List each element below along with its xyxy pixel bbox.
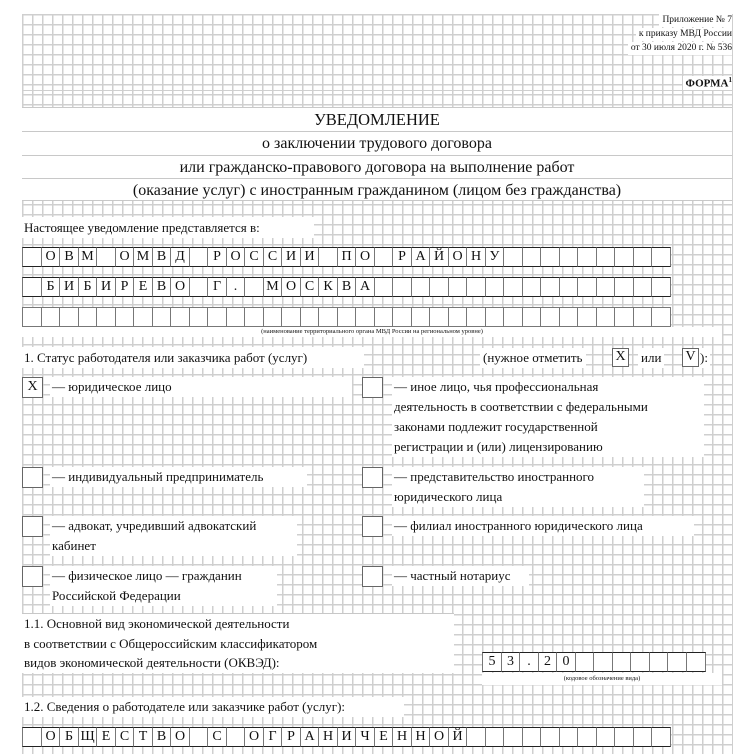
- char-cell[interactable]: С: [263, 247, 283, 267]
- char-cell[interactable]: Щ: [78, 727, 98, 747]
- char-cell[interactable]: [651, 277, 671, 297]
- char-cell[interactable]: Г: [207, 277, 227, 297]
- checkbox-individual-entrepreneur[interactable]: [22, 467, 43, 488]
- option-line: деятельность в соответствии с федеральными: [394, 399, 648, 414]
- char-cell[interactable]: Б: [78, 277, 98, 297]
- char-cell[interactable]: И: [337, 727, 357, 747]
- char-cell[interactable]: Ч: [355, 727, 375, 747]
- char-cell[interactable]: 5: [482, 652, 502, 672]
- divider: [22, 90, 732, 91]
- title-line-3: или гражданско-правового договора на выполнение работ: [22, 155, 732, 178]
- char-cell[interactable]: [392, 277, 412, 297]
- hint-mark-x: X: [612, 348, 629, 367]
- option-line: кабинет: [52, 538, 96, 553]
- char-cell[interactable]: [633, 247, 653, 267]
- char-cell[interactable]: 0: [556, 652, 576, 672]
- char-cell[interactable]: [244, 277, 264, 297]
- char-cell[interactable]: .: [519, 652, 539, 672]
- char-cell[interactable]: [614, 247, 634, 267]
- char-cell[interactable]: [189, 727, 209, 747]
- char-cell[interactable]: [651, 307, 671, 327]
- option-line: регистрации и (или) лицензированию: [394, 439, 603, 454]
- char-cell[interactable]: Р: [281, 727, 301, 747]
- char-cell[interactable]: [374, 277, 394, 297]
- char-cell[interactable]: [318, 307, 338, 327]
- char-cell[interactable]: [411, 277, 431, 297]
- char-cell[interactable]: [78, 307, 98, 327]
- option-line: — индивидуальный предприниматель: [52, 469, 264, 484]
- char-cell[interactable]: [559, 247, 579, 267]
- option-foreign-representation: [392, 467, 644, 507]
- title-line-1: УВЕДОМЛЕНИЕ: [22, 107, 732, 131]
- option-line: — филиал иностранного юридического лица: [394, 518, 643, 533]
- option-line: Российской Федерации: [52, 588, 181, 603]
- char-cell[interactable]: Б: [41, 277, 61, 297]
- char-cell[interactable]: [633, 307, 653, 327]
- checkbox-lawyer[interactable]: [22, 516, 43, 537]
- char-cell[interactable]: [96, 247, 116, 267]
- option-individual-citizen: [50, 566, 277, 606]
- checkbox-foreign-representation[interactable]: [362, 467, 383, 488]
- char-cell[interactable]: [633, 727, 653, 747]
- char-cell[interactable]: [22, 307, 42, 327]
- char-cell[interactable]: [577, 727, 597, 747]
- option-legal-entity: [50, 377, 352, 397]
- char-cell[interactable]: И: [300, 247, 320, 267]
- checkbox-legal-entity[interactable]: X: [22, 377, 43, 398]
- char-cell[interactable]: [41, 307, 61, 327]
- char-cell[interactable]: Й: [429, 247, 449, 267]
- char-cell[interactable]: Д: [170, 247, 190, 267]
- char-cell[interactable]: С: [115, 727, 135, 747]
- char-cell[interactable]: О: [41, 247, 61, 267]
- char-cell[interactable]: [596, 277, 616, 297]
- char-cell[interactable]: Н: [392, 727, 412, 747]
- checkbox-foreign-branch[interactable]: [362, 516, 383, 537]
- char-cell[interactable]: [522, 247, 542, 267]
- char-cell[interactable]: [593, 652, 613, 672]
- okved-code-field[interactable]: [482, 652, 706, 672]
- section1-1-line: в соответствии с Общероссийским классификатором: [24, 635, 318, 651]
- char-cell[interactable]: [630, 652, 650, 672]
- checkbox-private-notary[interactable]: [362, 566, 383, 587]
- section1-2-heading: 1.2. Сведения о работодателе или заказчике работ (услуг):: [22, 697, 404, 717]
- char-cell[interactable]: [485, 727, 505, 747]
- char-cell[interactable]: Г: [263, 727, 283, 747]
- char-cell[interactable]: [651, 727, 671, 747]
- char-cell[interactable]: И: [281, 247, 301, 267]
- char-cell[interactable]: [596, 727, 616, 747]
- option-private-notary: [392, 566, 529, 586]
- char-cell[interactable]: В: [152, 277, 172, 297]
- char-cell[interactable]: Е: [374, 727, 394, 747]
- char-cell[interactable]: [577, 277, 597, 297]
- char-cell[interactable]: [503, 727, 523, 747]
- char-cell[interactable]: [281, 307, 301, 327]
- char-cell[interactable]: Р: [207, 247, 227, 267]
- char-cell[interactable]: О: [429, 727, 449, 747]
- char-cell[interactable]: [133, 307, 153, 327]
- checkbox-individual-citizen[interactable]: [22, 566, 43, 587]
- char-cell[interactable]: [355, 307, 375, 327]
- recipient-caption: (наименование территориального органа МВД России на региональном уровне): [22, 327, 722, 337]
- char-cell[interactable]: [115, 307, 135, 327]
- char-cell[interactable]: [559, 277, 579, 297]
- char-cell[interactable]: [429, 307, 449, 327]
- char-cell[interactable]: Р: [115, 277, 135, 297]
- char-cell[interactable]: [374, 307, 394, 327]
- char-cell[interactable]: Т: [133, 727, 153, 747]
- form-label: [683, 76, 732, 90]
- char-cell[interactable]: 3: [501, 652, 521, 672]
- char-cell[interactable]: [466, 307, 486, 327]
- char-cell[interactable]: [686, 652, 706, 672]
- char-cell[interactable]: [559, 727, 579, 747]
- char-cell[interactable]: [503, 307, 523, 327]
- char-cell[interactable]: [540, 727, 560, 747]
- char-cell[interactable]: [485, 277, 505, 297]
- char-cell[interactable]: [651, 247, 671, 267]
- employer-name-row-1[interactable]: [22, 727, 671, 747]
- char-cell[interactable]: [614, 277, 634, 297]
- hint-prefix: (нужное отметить: [480, 348, 586, 368]
- char-cell[interactable]: [22, 727, 42, 747]
- char-cell[interactable]: Н: [411, 727, 431, 747]
- option-line: законами подлежит государственной: [394, 419, 598, 434]
- option-line: — юридическое лицо: [52, 379, 172, 394]
- char-cell[interactable]: М: [78, 247, 98, 267]
- char-cell[interactable]: [429, 277, 449, 297]
- appendix-line-3: от 30 июля 2020 г. № 536: [628, 42, 732, 55]
- option-individual-entrepreneur: [50, 467, 307, 487]
- char-cell[interactable]: С: [207, 727, 227, 747]
- form-label-text: ФОРМА: [685, 77, 729, 90]
- option-line: — иное лицо, чья профессиональная: [394, 379, 599, 394]
- char-cell[interactable]: О: [41, 727, 61, 747]
- char-cell[interactable]: [540, 277, 560, 297]
- char-cell[interactable]: [189, 277, 209, 297]
- char-cell[interactable]: [448, 307, 468, 327]
- char-cell[interactable]: О: [226, 247, 246, 267]
- recipient-row-3[interactable]: [22, 307, 671, 327]
- char-cell[interactable]: [411, 307, 431, 327]
- char-cell[interactable]: П: [337, 247, 357, 267]
- char-cell[interactable]: Н: [318, 727, 338, 747]
- char-cell[interactable]: М: [263, 277, 283, 297]
- char-cell[interactable]: Н: [466, 247, 486, 267]
- char-cell[interactable]: О: [355, 247, 375, 267]
- section1-1-text: [22, 613, 454, 673]
- char-cell[interactable]: К: [318, 277, 338, 297]
- appendix-line-2: к приказу МВД России: [636, 28, 732, 41]
- char-cell[interactable]: [596, 247, 616, 267]
- char-cell[interactable]: О: [170, 277, 190, 297]
- char-cell[interactable]: [300, 307, 320, 327]
- char-cell[interactable]: Р: [392, 247, 412, 267]
- char-cell[interactable]: С: [244, 247, 264, 267]
- option-other-person: [392, 377, 704, 457]
- char-cell[interactable]: [614, 727, 634, 747]
- char-cell[interactable]: В: [152, 727, 172, 747]
- char-cell[interactable]: [189, 307, 209, 327]
- char-cell[interactable]: [263, 307, 283, 327]
- form-footnote: 1: [728, 76, 732, 84]
- char-cell[interactable]: [522, 307, 542, 327]
- hint-mark-v: V: [682, 348, 699, 367]
- char-cell[interactable]: Е: [133, 277, 153, 297]
- char-cell[interactable]: [559, 307, 579, 327]
- hint-suffix: ):: [699, 348, 710, 368]
- option-line: — адвокат, учредивший адвокатский: [52, 518, 257, 533]
- char-cell[interactable]: В: [59, 247, 79, 267]
- char-cell[interactable]: О: [115, 247, 135, 267]
- section1-heading: 1. Статус работодателя или заказчика работ (услуг): [22, 347, 364, 368]
- char-cell[interactable]: [612, 652, 632, 672]
- char-cell[interactable]: [226, 727, 246, 747]
- char-cell[interactable]: [207, 307, 227, 327]
- option-line: — представительство иностранного: [394, 469, 595, 484]
- char-cell[interactable]: А: [300, 727, 320, 747]
- option-foreign-branch: [392, 516, 694, 536]
- char-cell[interactable]: У: [485, 247, 505, 267]
- char-cell[interactable]: С: [300, 277, 320, 297]
- char-cell[interactable]: [667, 652, 687, 672]
- char-cell[interactable]: [170, 307, 190, 327]
- option-line: — физическое лицо — гражданин: [52, 568, 242, 583]
- char-cell[interactable]: И: [59, 277, 79, 297]
- char-cell[interactable]: [649, 652, 669, 672]
- char-cell[interactable]: [503, 277, 523, 297]
- char-cell[interactable]: [374, 247, 394, 267]
- title-line-2: о заключении трудового договора: [22, 131, 732, 155]
- char-cell[interactable]: В: [152, 247, 172, 267]
- section1-1-line: 1.1. Основной вид экономической деятельности: [24, 616, 290, 631]
- char-cell[interactable]: [633, 277, 653, 297]
- char-cell[interactable]: [540, 307, 560, 327]
- char-cell[interactable]: И: [96, 277, 116, 297]
- char-cell[interactable]: [540, 247, 560, 267]
- char-cell[interactable]: [337, 307, 357, 327]
- char-cell[interactable]: [244, 307, 264, 327]
- option-lawyer: [50, 516, 297, 556]
- char-cell[interactable]: [448, 277, 468, 297]
- recipient-row-1[interactable]: [22, 247, 671, 267]
- option-line: — частный нотариус: [394, 568, 511, 583]
- char-cell[interactable]: Й: [448, 727, 468, 747]
- char-cell[interactable]: .: [226, 277, 246, 297]
- char-cell[interactable]: В: [337, 277, 357, 297]
- char-cell[interactable]: [522, 277, 542, 297]
- char-cell[interactable]: М: [133, 247, 153, 267]
- checkbox-other-person[interactable]: [362, 377, 383, 398]
- char-cell[interactable]: [596, 307, 616, 327]
- char-cell[interactable]: [577, 307, 597, 327]
- char-cell[interactable]: [577, 247, 597, 267]
- char-cell[interactable]: [22, 277, 42, 297]
- char-cell[interactable]: [392, 307, 412, 327]
- char-cell[interactable]: [318, 247, 338, 267]
- char-cell[interactable]: [466, 277, 486, 297]
- char-cell[interactable]: [503, 247, 523, 267]
- char-cell[interactable]: [96, 307, 116, 327]
- char-cell[interactable]: [485, 307, 505, 327]
- hint-or: или: [638, 348, 664, 368]
- char-cell[interactable]: Е: [96, 727, 116, 747]
- char-cell[interactable]: 2: [538, 652, 558, 672]
- option-line: юридического лица: [394, 489, 503, 504]
- char-cell[interactable]: [466, 727, 486, 747]
- char-cell[interactable]: [152, 307, 172, 327]
- char-cell[interactable]: О: [281, 277, 301, 297]
- char-cell[interactable]: [59, 307, 79, 327]
- char-cell[interactable]: [575, 652, 595, 672]
- char-cell[interactable]: [22, 247, 42, 267]
- char-cell[interactable]: О: [448, 247, 468, 267]
- char-cell[interactable]: [614, 307, 634, 327]
- recipient-label: Настоящее уведомление представляется в:: [22, 217, 314, 238]
- char-cell[interactable]: Б: [59, 727, 79, 747]
- char-cell[interactable]: [226, 307, 246, 327]
- appendix-line-1: Приложение № 7: [659, 14, 732, 27]
- char-cell[interactable]: [522, 727, 542, 747]
- char-cell[interactable]: А: [411, 247, 431, 267]
- char-cell[interactable]: А: [355, 277, 375, 297]
- recipient-row-2[interactable]: [22, 277, 671, 297]
- section1-1-line: видов экономической деятельности (ОКВЭД):: [24, 655, 280, 670]
- char-cell[interactable]: О: [170, 727, 190, 747]
- char-cell[interactable]: [189, 247, 209, 267]
- char-cell[interactable]: О: [244, 727, 264, 747]
- okved-caption: (кодовое обозначение вида): [482, 673, 722, 685]
- title-line-4: (оказание услуг) с иностранным гражданином (лицом без гражданства): [22, 178, 732, 201]
